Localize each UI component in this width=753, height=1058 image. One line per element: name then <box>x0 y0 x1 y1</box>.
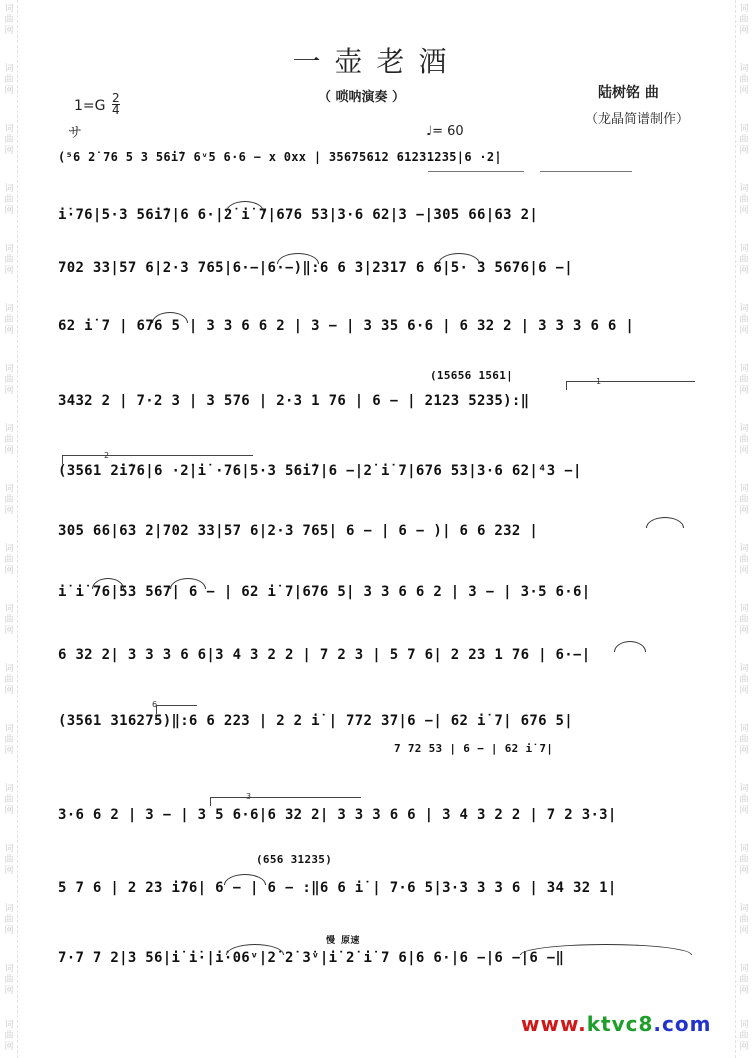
site-watermark-suffix: .com <box>653 1012 712 1036</box>
score-line-3: 702 33|57 6|2·3 765|6·−|6·−)‖:6 6 3|2317 6 6|5· 3 5676|6 −| <box>58 260 573 276</box>
side-watermark: 词曲网 <box>739 4 749 36</box>
side-watermark: 词曲网 <box>739 484 749 516</box>
tie-slur <box>646 517 684 528</box>
score-line-6: (3561 2̇i̇76|6 ·2̇|i̇ ·76|5·3 56i̇7|6 −|2̇ i̇ 7|676 53|3·6 62|⁴3 −| <box>58 463 582 479</box>
tie-slur <box>277 253 319 264</box>
score-line-13-marks: 慢 原速 <box>326 936 360 946</box>
side-watermark: 词曲网 <box>4 844 14 876</box>
time-signature-top: 2 <box>112 91 120 105</box>
score-line-5: 3432 2 | 7·2 3 | 3 576 | 2·3 1 76 | 6 − | 2123 5235):‖ <box>58 393 530 409</box>
score-line-2: i̇·76|5·3 56i̇7|6 6·|2̇ i̇ 7|676 53|3·6 62|3 −|305 66|63 2| <box>58 207 539 223</box>
maker-credit: （龙晶简谱制作） <box>585 112 690 127</box>
side-watermark: 词曲网 <box>739 784 749 816</box>
side-watermark: 词曲网 <box>739 604 749 636</box>
side-watermark: 词曲网 <box>739 424 749 456</box>
side-watermark: 词曲网 <box>739 1020 749 1052</box>
beam-line <box>428 171 524 172</box>
score-line-10: (3561 316275)‖:6 6 223 | 2 2 i̇ | 772 37|6 −| 62 i̇ 7| 676 5| <box>58 713 573 729</box>
side-watermark: 词曲网 <box>4 364 14 396</box>
score-line-4: 62 i̇ 7 | 676 5 | 3 3 6 6 2 | 3 − | 3 35 6·6 | 6 32 2 | 3 3 3 6 6 | <box>58 318 635 334</box>
side-watermark: 词曲网 <box>4 604 14 636</box>
side-watermark: 词曲网 <box>4 304 14 336</box>
volta-number: 2 <box>104 451 110 460</box>
side-watermark: 词曲网 <box>739 664 749 696</box>
tempo-mark: ♩= 60 <box>426 124 464 139</box>
tuplet-number: 3 <box>246 792 252 801</box>
side-watermark: 词曲网 <box>739 904 749 936</box>
tuplet-bracket <box>210 797 361 806</box>
score-line-12: 5 7 6 | 2 23 i̇76| 6 − | 6 − :‖6 6 i̇ | 7·6 5|3·3 3 3 6 | 34 32 1| <box>58 880 617 896</box>
side-watermark: 词曲网 <box>4 1020 14 1052</box>
volta-bracket <box>566 381 695 390</box>
score-line-12-upper: (656 31235) <box>256 853 333 866</box>
score-line-1: (⁵6 2̇ 76 5 3 56i̇7 6ᵛ5 6·6 − x 0xx | 35675612 61231235|6 ·2̇| <box>58 150 502 164</box>
composer-credit: 陆树铭 曲 <box>598 85 659 101</box>
side-watermark: 词曲网 <box>4 244 14 276</box>
tie-slur <box>438 253 480 264</box>
side-watermark: 词曲网 <box>739 844 749 876</box>
score-title: 一壶老酒 <box>292 45 461 78</box>
site-watermark-prefix: www. <box>521 1012 587 1036</box>
side-watermark: 词曲网 <box>4 964 14 996</box>
side-watermark: 词曲网 <box>739 364 749 396</box>
tie-slur <box>152 312 188 323</box>
score-line-7: 305 66|63 2|702 33|57 6|2·3 765| 6 − | 6 − )| 6 6 232 | <box>58 523 539 539</box>
beam-line <box>540 171 632 172</box>
volta-number: 1 <box>596 377 602 386</box>
site-watermark-name: ktvc8 <box>586 1012 654 1036</box>
side-watermark: 词曲网 <box>4 544 14 576</box>
time-signature-bottom: 4 <box>112 103 120 117</box>
right-watermark-strip <box>735 0 753 1058</box>
time-signature <box>112 93 120 116</box>
site-watermark <box>521 1012 711 1036</box>
side-watermark: 词曲网 <box>739 544 749 576</box>
side-watermark: 词曲网 <box>739 304 749 336</box>
side-watermark: 词曲网 <box>4 484 14 516</box>
side-watermark: 词曲网 <box>739 724 749 756</box>
side-watermark: 词曲网 <box>4 124 14 156</box>
side-watermark: 词曲网 <box>4 904 14 936</box>
side-watermark: 词曲网 <box>739 964 749 996</box>
tuplet-number: 6 <box>152 700 158 709</box>
side-watermark: 词曲网 <box>4 784 14 816</box>
tie-slur <box>226 944 284 955</box>
side-watermark: 词曲网 <box>739 244 749 276</box>
tie-slur <box>224 874 266 885</box>
side-watermark: 词曲网 <box>4 4 14 36</box>
tie-slur <box>614 641 646 652</box>
side-watermark: 词曲网 <box>4 64 14 96</box>
free-tempo-mark: サ <box>68 125 82 141</box>
side-watermark: 词曲网 <box>4 184 14 216</box>
tie-slur <box>92 578 124 589</box>
side-watermark: 词曲网 <box>739 124 749 156</box>
side-watermark: 词曲网 <box>4 664 14 696</box>
key-signature: 1=G <box>74 98 106 114</box>
score-line-5-upper: (15656 1561| <box>430 369 514 382</box>
score-line-11: 3·6 6 2 | 3 − | 3 5 6·6|6 32 2| 3 3 3 6 6 | 3 4 3 2 2 | 7 2 3·3| <box>58 807 617 823</box>
tie-slur <box>226 201 264 212</box>
score-line-13: 7·7 7 2|3 56|i̇ i̇·|i̇·06ᵛ|2̇ 2̇ 3̇ᵛ|i̇ 2̇ i̇ 7 6|6 6·|6 −|6 −|6 −‖ <box>58 950 565 966</box>
score-line-10-lower: 7 72 53 | 6 − | 62 i̇ 7| <box>394 742 554 755</box>
side-watermark: 词曲网 <box>4 724 14 756</box>
left-watermark-strip <box>0 0 18 1058</box>
tie-slur <box>170 578 206 589</box>
side-watermark: 词曲网 <box>739 184 749 216</box>
performance-note: （ 唢呐演奏 ） <box>318 90 406 105</box>
side-watermark: 词曲网 <box>739 64 749 96</box>
score-line-9: 6 32 2| 3 3 3 6 6|3 4 3 2 2 | 7 2 3 | 5 7 6| 2 23 1 76 | 6·−| <box>58 647 591 663</box>
score-line-8: i̇ i̇ 76|53 567| 6 − | 62 i̇ 7|676 5| 3 3 6 6 2 | 3 − | 3·5 6·6| <box>58 584 591 600</box>
side-watermark: 词曲网 <box>4 424 14 456</box>
